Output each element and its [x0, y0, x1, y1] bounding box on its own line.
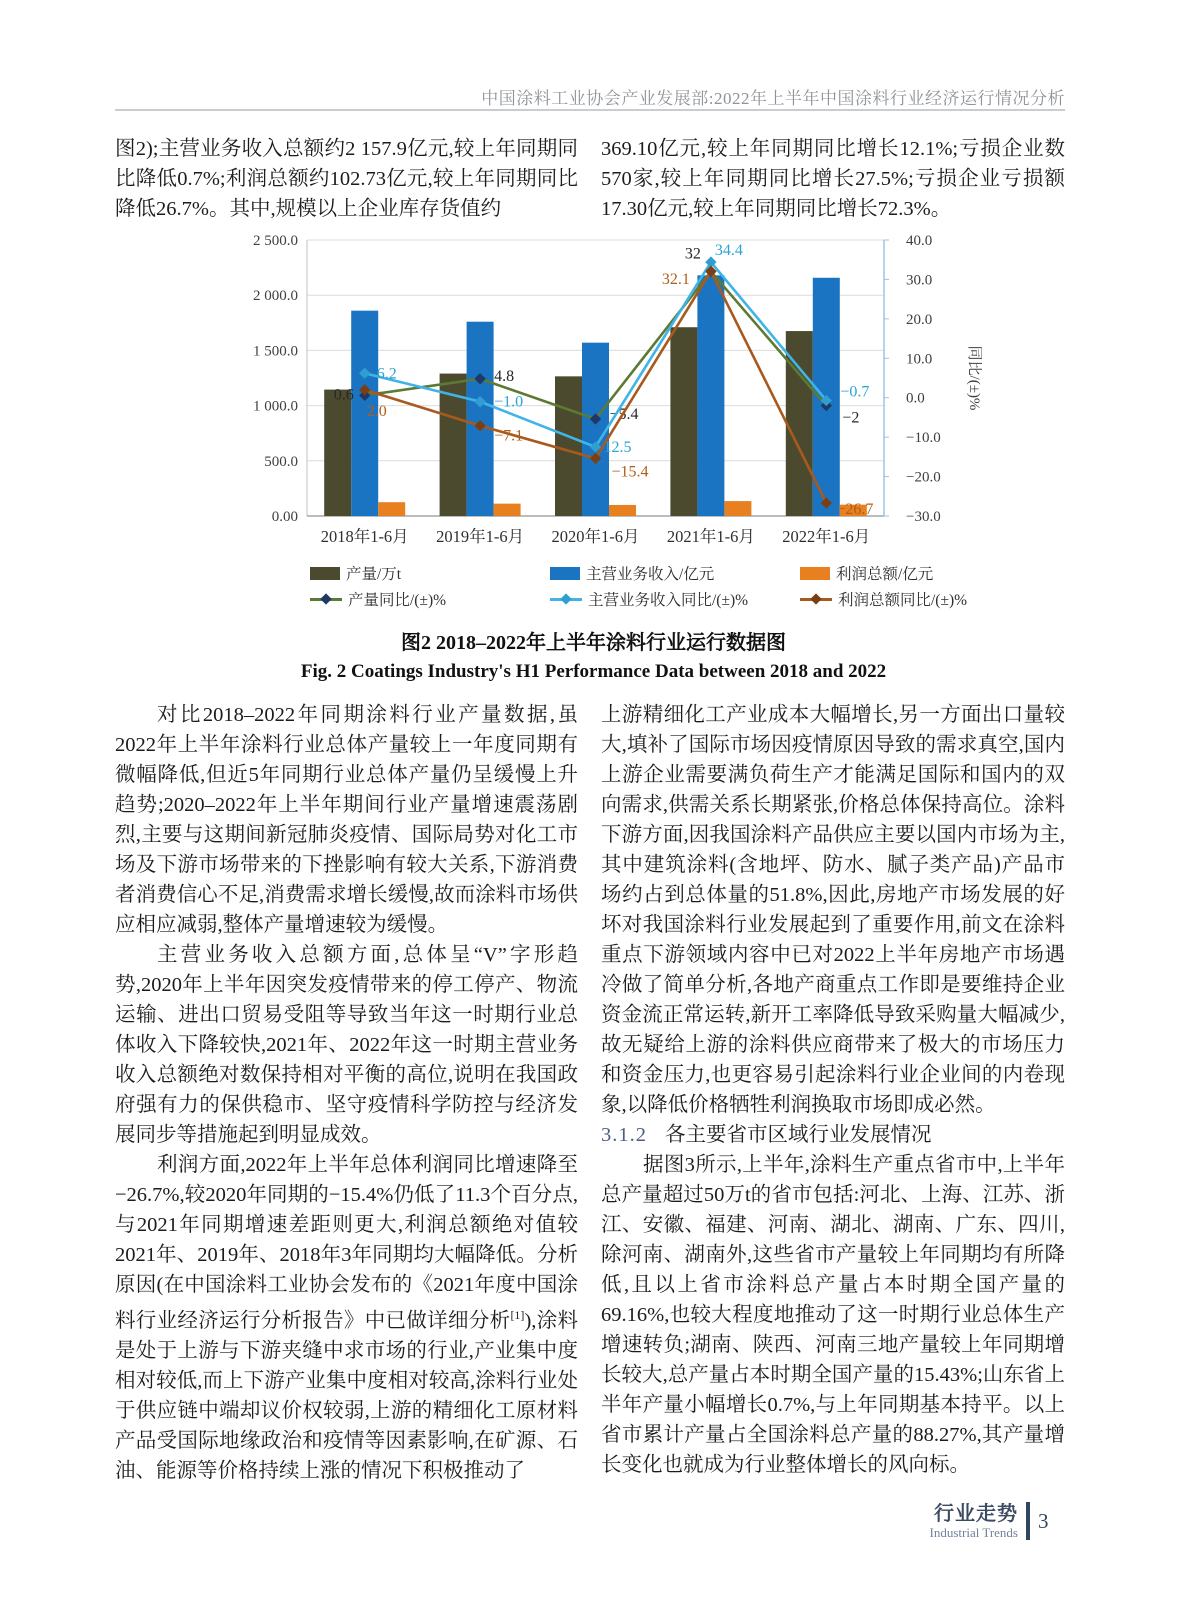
svg-text:6.2: 6.2: [376, 365, 397, 383]
body-columns: [115, 700, 1065, 1486]
svg-text:−15.4: −15.4: [611, 463, 649, 481]
body-left-column: [115, 700, 578, 1486]
legend-swatch: [800, 567, 830, 580]
chart-legend-lines: [310, 588, 1187, 610]
page-number: 3: [1038, 1508, 1049, 1533]
paragraph-text: 利润方面,2022年上半年总体利润同比增速降至−26.7%,较2020年同期的−15.4%仍低了11.3个百分点,与2021年同期增速差距则更大,利润总额绝对值较2021年、2019年、2018年3年同期均大幅降低。分析原因(在中国涂料工业协会发布的《2021年度中国涂料行业经济运行分析报告》中已做详细分析: [115, 1154, 578, 1332]
svg-text:4.8: 4.8: [494, 367, 515, 385]
legend-line-marker: [550, 598, 582, 601]
paragraph: 对比2018–2022年同期涂料行业产量数据,虽2022年上半年涂料行业总体产量较上一年度同期有微幅降低,但近5年同期行业总体产量仍呈缓慢上升趋势;2020–2022年上半年期间行业产量增速震荡剧烈,主要与这期间新冠肺炎疫情、国际局势对化工市场及下游市场带来的下挫影响有较大关系,下游消费者消费信心不足,消费需求增长缓慢,故而涂料市场供应相应减弱,整体产量增速较为缓慢。: [115, 704, 578, 936]
legend-diamond: [810, 593, 821, 604]
svg-text:2022年1-6月: 2022年1-6月: [782, 527, 871, 546]
legend-line-marker: [800, 598, 832, 601]
legend-item: [310, 562, 550, 584]
svg-text:20.0: 20.0: [906, 311, 933, 328]
svg-text:−20.0: −20.0: [906, 469, 941, 486]
svg-text:−7.1: −7.1: [494, 427, 524, 445]
svg-text:−2: −2: [842, 409, 860, 427]
figure2: [0, 226, 1187, 683]
figure-caption-cn: 图2 2018–2022年上半年涂料行业运行数据图: [401, 632, 786, 654]
paragraph: 369.10亿元,较上年同期同比增长12.1%;亏损企业数570家,较上年同期同比增长27.5%;亏损企业亏损额17.30亿元,较上年同期同比增长72.3%。: [601, 138, 1065, 220]
legend-item: [310, 588, 550, 610]
svg-text:2 500.0: 2 500.0: [253, 233, 298, 249]
legend-label: 主营业务收入/亿元: [586, 566, 715, 583]
svg-text:40.0: 40.0: [906, 233, 933, 249]
footer-divider: [1026, 1502, 1030, 1540]
svg-text:1 500.0: 1 500.0: [253, 343, 298, 360]
section-heading: [601, 1120, 1065, 1150]
legend-diamond: [560, 593, 571, 604]
legend-label: 产量/万t: [346, 566, 402, 583]
page-footer: [890, 1502, 1050, 1540]
svg-text:30.0: 30.0: [906, 272, 933, 289]
running-header: 中国涂料工业协会产业发展部:2022年上半年中国涂料行业经济运行情况分析: [481, 89, 1065, 108]
svg-text:500.0: 500.0: [264, 453, 298, 470]
footer-section: [890, 1503, 1018, 1540]
svg-text:−10.0: −10.0: [906, 430, 941, 447]
svg-text:−30.0: −30.0: [906, 509, 941, 525]
legend-item: [800, 588, 1010, 610]
svg-text:2.0: 2.0: [366, 402, 387, 420]
header-rule: [115, 109, 1065, 111]
svg-text:12.5: 12.5: [603, 439, 632, 456]
legend-item: [550, 588, 800, 610]
legend-label: 利润总额/亿元: [836, 566, 934, 583]
legend-item: [550, 562, 800, 584]
svg-text:34.4: 34.4: [714, 242, 743, 260]
svg-text:2018年1-6月: 2018年1-6月: [320, 527, 409, 546]
body-right-column: [601, 700, 1065, 1486]
figure2-chart: [222, 226, 982, 558]
svg-text:0.6: 0.6: [333, 386, 354, 404]
legend-swatch: [550, 567, 580, 580]
svg-text:2020年1-6月: 2020年1-6月: [551, 527, 640, 546]
paragraph-text: ),涂料是处于上游与下游夹缝中求市场的行业,产业集中度相对较低,而上下游产业集中度相对较高,涂料行业处于供应链中端却议价权较弱,上游的精细化工原材料产品受国际地缘政治和疫情等因素影响,在矿源、石油、能源等价格持续上涨的情况下积极推动了: [115, 1309, 579, 1482]
paragraph: [115, 1150, 578, 1486]
svg-text:32: 32: [684, 245, 701, 263]
figure-caption-en: Fig. 2 Coatings Industry's H1 Performance Data between 2018 and 2022: [300, 661, 887, 682]
svg-text:−5.4: −5.4: [609, 406, 639, 424]
svg-text:2 000.0: 2 000.0: [253, 288, 298, 305]
legend-item: [800, 562, 1010, 584]
chart-legend-bars: [310, 562, 1187, 584]
paragraph: 据图3所示,上半年,涂料生产重点省市中,上半年总产量超过50万t的省市包括:河北、上海、江苏、浙江、安徽、福建、河南、湖北、湖南、广东、四川,除河南、湖南外,这些省市产量较上年同期均有所降低,且以上省市涂料总产量占本时期全国产量的69.16%,也较大程度地推动了这一时期行业总体生产增速转负;湖南、陕西、河南三地产量较上年同期增长较大,总产量占本时期全国产量的15.43%;山东省上半年产量小幅增长0.7%,与上年同期基本持平。以上省市累计产量占全国涂料总产量的88.27%,其产量增长变化也就成为行业整体增长的风向标。: [601, 1154, 1065, 1476]
paragraph: 上游精细化工产业成本大幅增长,另一方面出口量较大,填补了国际市场因疫情原因导致的需求真空,国内上游企业需要满负荷生产才能满足国际和国内的双向需求,供需关系长期紧张,价格总体保持高位。涂料下游方面,因我国涂料产品供应主要以国内市场为主,其中建筑涂料(含地坪、防水、腻子类产品)产品市场约占到总体量的51.8%,因此,房地产市场发展的好坏对我国涂料行业发展起到了重要作用,前文在涂料重点下游领域内容中已对2022上半年房地产市场遇冷做了简单分析,各地产商重点工作即是要维持企业资金流正常运转,新开工率降低导致采购量大幅减少,故无疑给上游的涂料供应商带来了极大的市场压力和资金压力,也更容易引起涂料行业企业间的内卷现象,以降低价格牺牲利润换取市场即成必然。: [601, 704, 1065, 1116]
intro-columns: [115, 134, 1065, 224]
legend-diamond: [320, 593, 331, 604]
svg-text:−0.7: −0.7: [840, 383, 870, 401]
svg-text:1 000.0: 1 000.0: [253, 398, 298, 415]
svg-text:−1.0: −1.0: [494, 393, 524, 411]
svg-text:2021年1-6月: 2021年1-6月: [666, 527, 755, 546]
legend-line-marker: [310, 598, 342, 601]
section-number: 3.1.2: [601, 1124, 647, 1146]
legend-swatch: [310, 567, 340, 580]
section-title: 各主要省市区域行业发展情况: [665, 1124, 932, 1146]
footer-section-en: Industrial Trends: [929, 1524, 1018, 1540]
paragraph: 主营业务收入总额方面,总体呈“V”字形趋势,2020年上半年因突发疫情带来的停工停产、物流运输、进出口贸易受阻等导致当年这一时期行业总体收入下降较快,2021年、2022年这一时期主营业务收入总额绝对数保持相对平衡的高位,说明在我国政府强有力的保供稳市、坚守疫情科学防控与经济发展同步等措施起到明显成效。: [115, 944, 578, 1146]
svg-text:0.0: 0.0: [906, 390, 925, 407]
svg-text:10.0: 10.0: [906, 351, 933, 368]
legend-label: 产量同比/(±)%: [348, 592, 447, 609]
svg-text:2019年1-6月: 2019年1-6月: [436, 527, 525, 546]
footnote-ref: [1]: [510, 1308, 525, 1322]
svg-text:0.00: 0.00: [271, 509, 298, 525]
legend-label: 利润总额同比/(±)%: [838, 592, 968, 609]
legend-label: 主营业务收入同比/(±)%: [588, 592, 749, 609]
svg-text:32.1: 32.1: [661, 271, 690, 289]
footer-section-cn: 行业走势: [934, 1502, 1018, 1525]
svg-text:同比/(±)%: 同比/(±)%: [966, 345, 982, 411]
paragraph: 图2);主营业务收入总额约2 157.9亿元,较上年同期同比降低0.7%;利润总额约102.73亿元,较上年同期同比降低26.7%。其中,规模以上企业库存货值约: [115, 138, 578, 220]
svg-text:−26.7: −26.7: [836, 500, 874, 518]
